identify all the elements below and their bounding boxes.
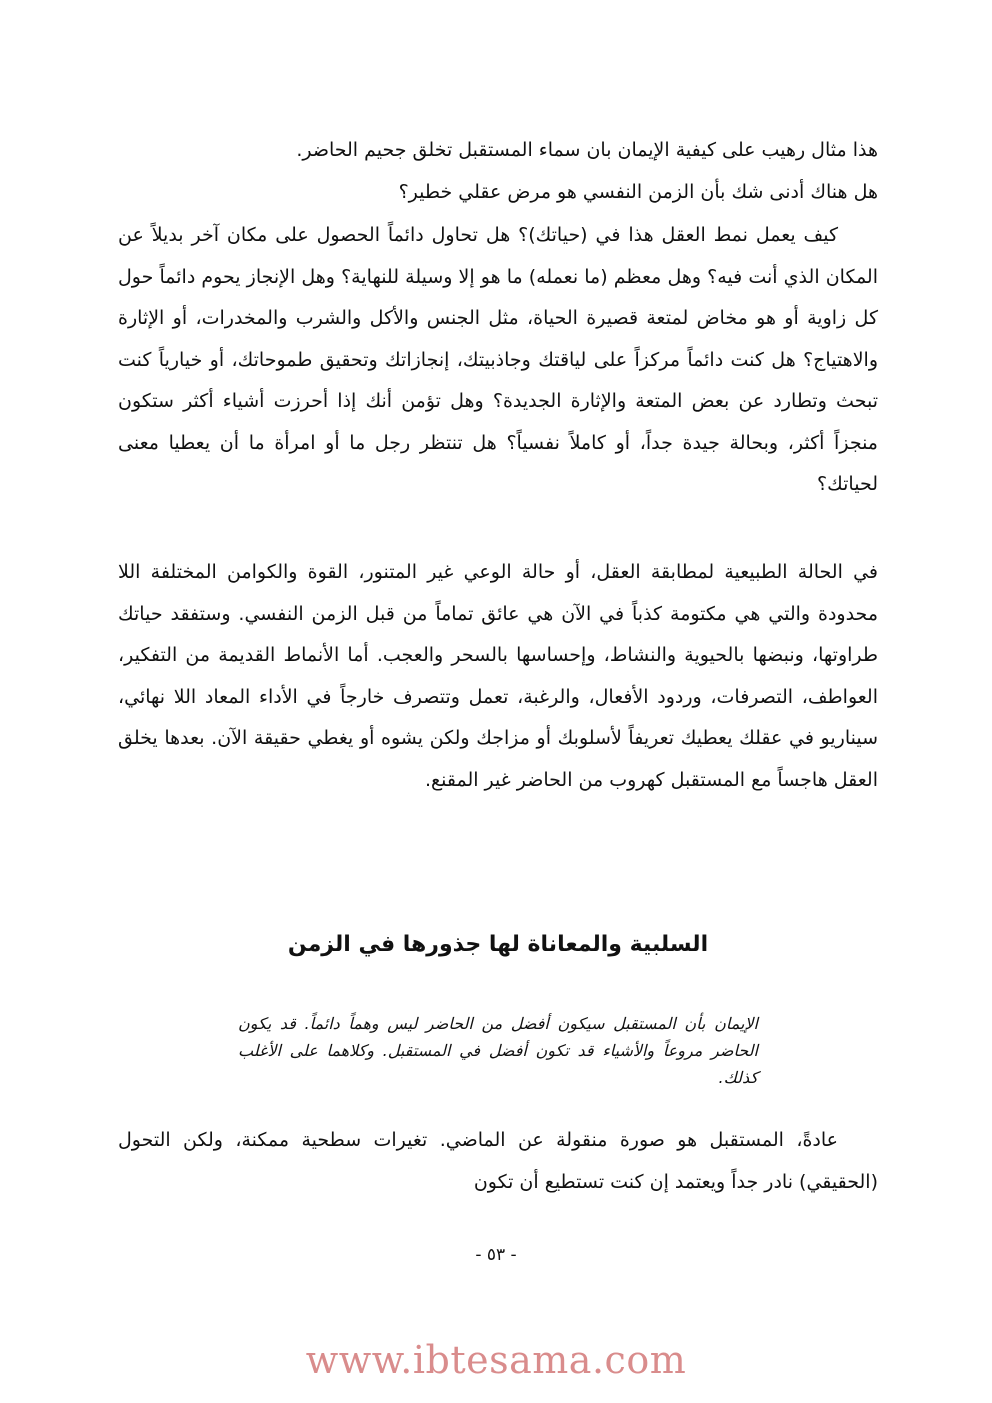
question-paragraph-block — [118, 215, 878, 506]
paragraph-2: هل هناك أدنى شك بأن الزمن النفسي هو مرض عقلي خطير؟ — [398, 180, 878, 203]
paragraph-5: عادةً، المستقبل هو صورة منقولة عن الماضي. تغيرات سطحية ممكنة، ولكن التحول (الحقيقي) نادر جداً ويعتمد إن كنت تستطيع أن تكون — [118, 1129, 878, 1193]
mind-state-paragraph-block — [118, 552, 878, 801]
paragraph-4: في الحالة الطبيعية لمطابقة العقل، أو حالة الوعي غير المتنور، القوة والكوامن المختلفة اللا محدودة والتي هي مكتومة كذباً في الآن هي عائق تماماً من قبل الزمن النفسي. وستفقد حياتك طراوتها، ونبضها بالحيوية والنشاط، وإحساسها بالسحر والعجب. أما الأنماط القديمة من التفكير، العواطف، التصرفات، وردود الأفعال، والرغبة، تعمل وتتصرف خارجاً في الأداء المعاد اللا نهائي، سيناريو في عقلك يعطيك تعريفاً لأسلوبك أو مزاجك ولكن يشوه أو يغطي حقيقة الآن. بعدها يخلق العقل هاجساً مع المستقبل كهروب من الحاضر غير المقنع. — [118, 561, 878, 791]
closing-paragraph-block — [118, 1120, 878, 1203]
watermark: www.ibtesama.com — [305, 1338, 687, 1382]
paragraph-1: هذا مثال رهيب على كيفية الإيمان بان سماء المستقبل تخلق جحيم الحاضر. — [296, 139, 878, 161]
block-quote: الإيمان بأن المستقبل سيكون أفضل من الحاضر ليس وهماً دائماً. قد يكون الحاضر مروعاً والأشياء قد تكون أفضل في المستقبل. وكلاهما على الأغلب كذلك. — [238, 1014, 758, 1087]
opening-lines — [118, 130, 878, 213]
paragraph-3: كيف يعمل نمط العقل هذا في (حياتك)؟ هل تحاول دائماً الحصول على مكان آخر بديلاً عن المكان الذي أنت فيه؟ وهل معظم (ما نعمله) ما هو إلا وسيلة للنهاية؟ وهل الإنجاز يحوم دائماً حول كل زاوية أو هو مخاض لمتعة قصيرة الحياة، مثل الجنس والأكل والشرب والمخدرات، أو الإثارة والاهتياج؟ هل كنت دائماً مركزاً على لياقتك وجاذبيتك، إنجازاتك وتحقيق طموحاتك، أو خيارياً كنت تبحث وتطارد عن بعض المتعة والإثارة الجديدة؟ وهل تؤمن أنك إذا أحرزت أشياء أكثر ستكون منجزاً أكثر، وبحالة جيدة جداً، أو كاملاً نفسياً؟ هل تنتظر رجل ما أو امرأة ما أن يعطيا معنى لحياتك؟ — [118, 224, 878, 495]
section-heading: السلبية والمعاناة لها جذورها في الزمن — [287, 932, 709, 957]
page-number: - ٥٣ - — [475, 1245, 517, 1265]
